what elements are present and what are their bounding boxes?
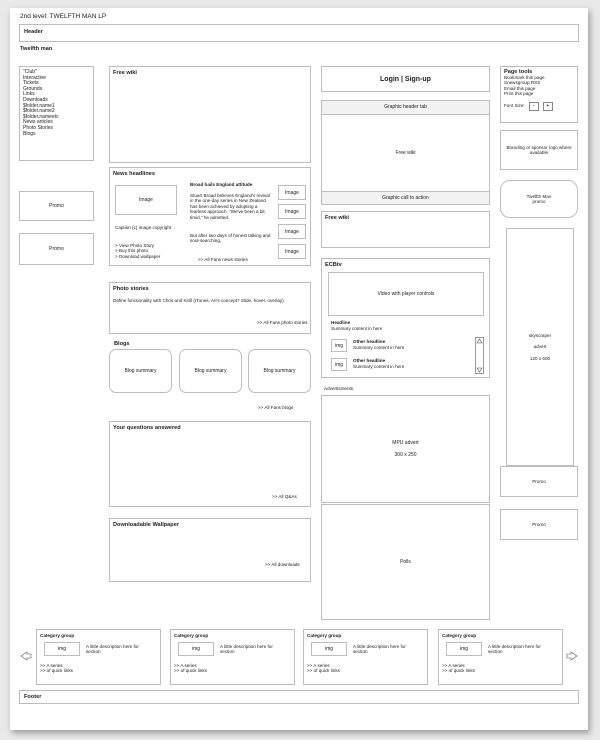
left-nav-item[interactable]: $folder.name1 — [23, 102, 55, 109]
font-increase-button[interactable]: + — [543, 102, 553, 111]
font-size-controls — [504, 102, 574, 111]
mpu-advert[interactable] — [321, 395, 490, 503]
carousel-prev-arrow-icon[interactable] — [20, 651, 32, 661]
other-headline-1-summary: Summary content in here — [353, 345, 405, 350]
page-tools-title: Page tools — [504, 69, 533, 75]
left-nav-item[interactable]: Tickets — [23, 80, 39, 87]
downloadable-wallpaper — [109, 518, 311, 582]
category-title: Category group — [40, 633, 75, 638]
buy-photo-link[interactable]: > Buy this photo — [115, 248, 149, 254]
view-photo-story-link[interactable]: > View Photo Story — [115, 243, 155, 248]
bookmark-link[interactable]: Bookmark this page — [504, 75, 545, 80]
left-promo-1[interactable]: Promo — [19, 191, 94, 221]
ecbtv-title: ECBtv — [325, 262, 342, 268]
skyscraper-line-3: 120 x 600 — [529, 355, 551, 361]
mpu-line-2: 300 x 250 — [394, 451, 417, 458]
left-nav-item[interactable]: $folder.name2 — [23, 108, 55, 115]
blog-summary-2[interactable]: Blog summary — [179, 349, 242, 393]
category-group[interactable] — [438, 629, 563, 685]
video-player[interactable]: Video with player controls — [328, 272, 484, 316]
email-page-link[interactable]: Email this page — [504, 85, 536, 91]
blog-summary-1[interactable]: Blog summary — [109, 349, 172, 393]
photo-stories-desc: Define functionality with Chris and Kirill (iTunes, Ari's concept? Slide, hover, overlay) — [113, 298, 284, 303]
news-caption: Caption (c) image copyright — [115, 225, 172, 230]
wallpaper-title: Downloadable Wallpaper — [113, 522, 179, 528]
category-group[interactable] — [170, 629, 295, 685]
news-headline[interactable]: Broad hails England attitude — [190, 182, 253, 187]
graphic-call-to-action[interactable]: Graphic call to action — [322, 191, 489, 204]
graphic-header-tab[interactable]: Graphic header tab — [322, 101, 489, 115]
category-quick-links[interactable]: >> A series >> of quick links — [40, 663, 73, 674]
download-wallpaper-link[interactable]: > Download wallpaper — [115, 253, 161, 259]
right-promo-2[interactable]: Promo — [500, 509, 578, 540]
ecbtv-summary: Summary content in here — [331, 326, 383, 331]
skyscraper-line-1: skyscraper — [528, 332, 552, 338]
page-tools — [500, 66, 578, 123]
header-bar — [19, 24, 579, 42]
category-img[interactable]: img — [311, 642, 347, 656]
other-headline-1-img[interactable]: img — [331, 339, 347, 352]
wireframe-sheet — [10, 8, 588, 730]
branding-logo: Branding or sponsor logo where available — [500, 130, 578, 170]
left-nav-item[interactable]: Grounds — [23, 85, 43, 92]
category-desc: A little description here for section — [220, 644, 273, 655]
mpu-line-1: MPU advert — [392, 440, 419, 447]
news-headlines — [109, 167, 311, 266]
photo-stories — [109, 282, 311, 334]
news-side-image-2[interactable]: Image — [278, 204, 306, 219]
category-quick-links[interactable]: >> A series >> of quick links — [174, 663, 207, 674]
free-wiki-main-title: Free wiki — [113, 70, 137, 76]
left-nav-item[interactable]: "Club" — [23, 69, 37, 75]
left-nav-item[interactable]: Photo Stories — [23, 124, 54, 131]
free-wiki-mid2-title: Free wiki — [325, 215, 349, 221]
left-nav-item[interactable]: News articles — [23, 119, 53, 126]
left-nav — [19, 66, 94, 161]
news-links — [115, 243, 160, 259]
footer-label: Footer — [24, 694, 42, 700]
news-side-image-4[interactable]: Image — [278, 244, 306, 259]
free-wiki-mid2 — [321, 211, 490, 248]
left-nav-item[interactable]: Links — [23, 91, 35, 98]
skyscraper-advert[interactable] — [506, 228, 574, 466]
footer-bar — [19, 690, 579, 704]
news-side-image-3[interactable]: Image — [278, 224, 306, 239]
all-blogs-link[interactable]: >> All Fans blogs — [258, 405, 294, 410]
print-page-link[interactable]: Print this page — [504, 91, 534, 97]
questions-title: Your questions answered — [113, 425, 181, 431]
font-decrease-button[interactable]: - — [529, 102, 539, 111]
free-wiki-main — [109, 66, 311, 163]
news-image[interactable]: Image — [115, 185, 177, 215]
polls-panel[interactable]: Polls — [321, 504, 490, 620]
other-headline-2-summary: Summary content in here — [353, 364, 405, 369]
category-img[interactable]: img — [44, 642, 80, 656]
all-news-link[interactable]: >> All Fans news stories — [198, 257, 248, 262]
category-img[interactable]: img — [446, 642, 482, 656]
left-nav-item[interactable]: $folder.nameetc — [23, 113, 59, 120]
twelfth-man-promo[interactable] — [500, 180, 578, 218]
left-nav-item[interactable]: Downloads — [23, 96, 48, 103]
category-quick-links[interactable]: >> A series >> of quick links — [307, 663, 340, 674]
category-desc: A little description here for section — [488, 644, 541, 655]
category-title: Category group — [174, 633, 209, 638]
ecbtv-panel — [321, 258, 490, 378]
all-downloads-link[interactable]: >> All downloads — [265, 562, 300, 567]
all-photo-stories-link[interactable]: >> All Fans photo stories — [257, 320, 308, 325]
twelfth-promo-line-1: Twelfth Man — [526, 193, 552, 199]
twelfth-promo-line-2: promo — [532, 199, 546, 204]
category-group[interactable] — [303, 629, 428, 685]
news-headlines-title: News headlines — [113, 171, 155, 177]
category-desc: A little description here for section — [86, 644, 139, 655]
font-size-label: Font Size: — [504, 103, 525, 109]
category-group[interactable] — [36, 629, 161, 685]
scroll-arrows-icon — [476, 338, 483, 373]
category-quick-links[interactable]: >> A series >> of quick links — [442, 663, 475, 674]
all-qas-link[interactable]: >> All Q&As — [272, 494, 297, 499]
left-nav-item[interactable]: Blogs — [23, 130, 36, 137]
news-body-1: Stuart Broad believes England's revival in the one-day series in New Zealand has been achieved by adopting a fearless approach. "We've been a bit timid," he admitted. — [190, 193, 270, 220]
free-wiki-mid: Free wiki — [395, 149, 416, 156]
left-nav-item[interactable]: Interactive — [23, 74, 47, 81]
other-headline-2-img[interactable]: img — [331, 358, 347, 371]
skyscraper-line-2: advert — [533, 344, 547, 350]
other-headline-1-title[interactable]: Other headline — [353, 339, 386, 344]
blog-summary-3[interactable]: Blog summary — [248, 349, 311, 393]
header-label: Header — [24, 29, 43, 35]
left-nav-list — [23, 70, 90, 137]
advertisments-label: Advertisments — [324, 386, 354, 391]
login-signup[interactable]: Login | Sign-up — [321, 66, 490, 92]
left-promo-2[interactable]: Promo — [19, 233, 94, 265]
ecbtv-scrollbar[interactable] — [475, 337, 484, 374]
news-side-image-1[interactable]: Image — [278, 185, 306, 200]
other-headline-2-title[interactable]: Other headline — [353, 358, 386, 363]
page-title: 2nd level: TWELFTH MAN LP — [20, 13, 107, 20]
category-title: Category group — [307, 633, 342, 638]
news-body-2: But after two days of honest talking and soul-searching, — [190, 233, 271, 244]
graphic-header-panel — [321, 100, 490, 205]
site-title: Twelfth man — [20, 46, 53, 52]
photo-stories-title: Photo stories — [113, 286, 149, 292]
category-desc: A little description here for section — [353, 644, 406, 655]
ecbtv-headline[interactable]: Headline — [331, 320, 351, 325]
category-img[interactable]: img — [178, 642, 214, 656]
category-title: Category group — [442, 633, 477, 638]
rss-link[interactable]: Snewsgroup RSS — [504, 80, 541, 86]
carousel-next-arrow-icon[interactable] — [566, 651, 578, 661]
blogs-title: Blogs — [114, 341, 130, 347]
questions-answered — [109, 421, 311, 507]
right-promo-1[interactable]: Promo — [500, 466, 578, 497]
